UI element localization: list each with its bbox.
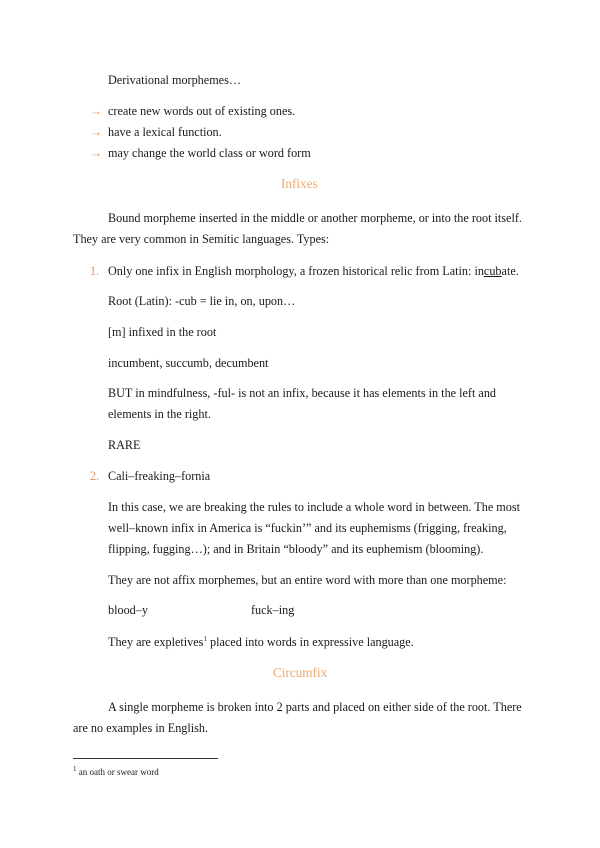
circumfix-description-line-1: A single morpheme is broken into 2 parts and placed on either side of the root. There [108, 700, 522, 714]
item-1-text-pre: Only one infix in English morphology, a frozen historical relic from Latin: in [108, 264, 484, 278]
expletives-text-pre: They are expletives [108, 635, 204, 649]
bullet-item [90, 125, 102, 139]
item-1-text-underlined: cub [483, 264, 502, 278]
expletives-line [108, 635, 414, 649]
item-1-text-post: ate. [501, 264, 519, 278]
bullet-text: have a lexical function. [108, 125, 222, 139]
root-latin: Root (Latin): -cub = lie in, on, upon… [108, 294, 296, 308]
rare-label: RARE [108, 438, 141, 452]
bullet-item [90, 104, 102, 118]
item-2-para-line-2: well–known infix in America is “fuckin’” and its euphemisms (frigging, freaking, [108, 521, 507, 535]
item-2-para-line-1: In this case, we are breaking the rules to include a whole word in between. The most [108, 500, 520, 514]
infix-item-2-title: Cali–freaking–fornia [108, 469, 211, 483]
bullet-item [90, 146, 102, 160]
list-marker: 2. [90, 469, 100, 483]
intro-text: Derivational morphemes… [108, 73, 242, 87]
circumfix-heading: Circumfix [273, 665, 328, 680]
circumfix-description-line-2: are no examples in English. [73, 721, 209, 735]
but-line-2: elements in the right. [108, 407, 211, 421]
footnote-separator [73, 758, 218, 759]
arrow-right-icon: → [90, 104, 103, 118]
item-2-para-line-3: flipping, fugging…); and in Britain “bloody” and its euphemism (blooming). [108, 542, 484, 556]
footnote [73, 765, 159, 779]
footnote-reference[interactable]: 1 [203, 634, 207, 643]
footnote-text: an oath or swear word [76, 767, 159, 777]
bullet-text: create new words out of existing ones. [108, 104, 296, 118]
affix-line: They are not affix morphemes, but an entire word with more than one morpheme: [108, 573, 507, 587]
bullet-text: may change the world class or word form [108, 146, 311, 160]
but-line-1: BUT in mindfulness, -ful- is not an infix, because it has elements in the left and [108, 386, 497, 400]
example-blood-y: blood–y [108, 603, 148, 617]
arrow-right-icon: → [90, 146, 103, 160]
arrow-right-icon: → [90, 125, 103, 139]
expletives-text-post: placed into words in expressive language. [206, 635, 414, 649]
footnote-marker: 1 [73, 765, 77, 773]
infixed-note: [m] infixed in the root [108, 325, 217, 339]
infix-item-1-text [108, 264, 519, 278]
examples-line: incumbent, succumb, decumbent [108, 356, 269, 370]
infixes-heading: Infixes [281, 176, 318, 191]
example-fuck-ing: fuck–ing [251, 603, 295, 617]
list-marker: 1. [90, 264, 100, 278]
infixes-description-line-2: They are very common in Semitic languages. Types: [73, 232, 330, 246]
infixes-description-line-1: Bound morpheme inserted in the middle or another morpheme, or into the root itself. [108, 211, 522, 225]
